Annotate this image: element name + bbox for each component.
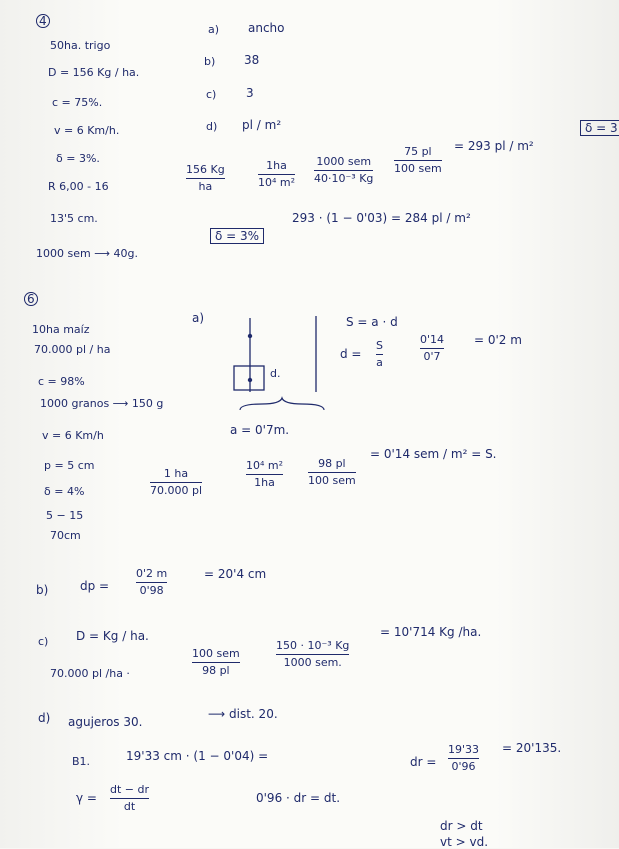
p6-d-result: = 0'2 m <box>474 333 522 347</box>
p4-frac-2: 1ha 10⁴ m² <box>258 159 296 190</box>
p6-d-gamma-frac: dt − dr dt <box>110 783 150 814</box>
p4-correction: 293 · (1 − 0'03) = 284 pl / m² <box>292 211 471 225</box>
p6-c-lhs: 70.000 pl /ha · <box>50 667 130 680</box>
p4-answer-c-letter: c) <box>206 88 217 101</box>
p4-data-6: 13'5 cm. <box>50 212 98 225</box>
p6-s-frac-1: 1 ha 70.000 pl <box>150 467 203 498</box>
p4-answer-d-letter: d) <box>206 120 218 133</box>
p6-s-result: = 0'14 sem / m² = S. <box>370 447 497 461</box>
p6-b-lhs: dp = <box>80 579 110 593</box>
p6-d-ineq2: vt > vd. <box>440 835 489 849</box>
p6-d-lhs: d = <box>340 347 362 361</box>
problem-4-number: 4 <box>36 14 50 28</box>
p6-c-frac-2: 150 · 10⁻³ Kg 1000 sem. <box>276 639 350 670</box>
p6-b-label: b) <box>36 583 49 597</box>
p6-d-gamma-lhs: γ = <box>76 791 97 805</box>
p4-answer-b-letter: b) <box>204 55 216 68</box>
p6-data-1: 70.000 pl / ha <box>34 343 111 356</box>
problem-6-number: 6 <box>24 292 38 306</box>
p6-data-5: p = 5 cm <box>44 459 95 472</box>
p6-d-arrow: ⟶ dist. 20. <box>208 707 278 721</box>
p6-data-4: v = 6 Km/h <box>42 429 104 442</box>
p6-s-frac-2: 10⁴ m² 1ha <box>246 459 284 490</box>
p6-d-holes: agujeros 30. <box>68 715 143 729</box>
p6-s-formula: S = a · d <box>346 315 398 329</box>
p4-frac-1: 156 Kg ha <box>186 163 225 194</box>
p6-data-2: c = 98% <box>38 375 85 388</box>
p6-d-frac-2: 0'14 0'7 <box>420 333 445 364</box>
p6-d-frac-1: S a <box>376 339 383 370</box>
p4-answer-c: 3 <box>246 86 254 100</box>
p6-data-8: 70cm <box>50 529 81 542</box>
p4-answer-b: 38 <box>244 53 260 67</box>
p6-b-frac: 0'2 m 0'98 <box>136 567 168 598</box>
p6-d-eq2: 0'96 · dr = dt. <box>256 791 341 805</box>
p6-c-result: = 10'714 Kg /ha. <box>380 625 482 639</box>
p4-seed-line: 1000 sem ⟶ 40g. <box>36 247 138 260</box>
p6-d-label: d) <box>38 711 51 725</box>
p4-data-2: c = 75%. <box>52 96 103 109</box>
p6-d-b1: B1. <box>72 755 91 768</box>
p6-d-ineq1: dr > dt <box>440 819 483 833</box>
p6-d-dr-lhs: dr = <box>410 755 437 769</box>
p6-data-0: 10ha maíz <box>32 323 90 336</box>
p6-data-6: δ = 4% <box>44 485 85 498</box>
p6-s-frac-3: 98 pl 100 sem <box>308 457 356 488</box>
diagram-d-label: d. <box>270 367 281 380</box>
p6-data-7: 5 − 15 <box>46 509 84 522</box>
p6-data-3: 1000 granos ⟶ 150 g <box>40 397 164 410</box>
p6-b-result: = 20'4 cm <box>204 567 267 581</box>
p6-d-dr-frac: 19'33 0'96 <box>448 743 480 774</box>
p6-c-label: c) <box>38 635 49 648</box>
p4-delta-box: δ = 3% <box>210 228 264 244</box>
p4-data-4: δ = 3%. <box>56 152 100 165</box>
p6-c-line1: D = Kg / ha. <box>76 629 149 643</box>
p4-data-3: v = 6 Km/h. <box>54 124 120 137</box>
diagram-a-value: a = 0'7m. <box>230 423 290 437</box>
p4-calc-result: = 293 pl / m² <box>454 139 534 153</box>
p6-c-frac-1: 100 sem 98 pl <box>192 647 240 678</box>
p4-frac-3: 1000 sem 40·10⁻³ Kg <box>314 155 374 186</box>
p4-frac-4: 75 pl 100 sem <box>394 145 442 176</box>
p4-answer-a-letter: a) <box>208 23 220 36</box>
p4-data-1: D = 156 Kg / ha. <box>48 66 140 79</box>
p6-d-b1-calc: 19'33 cm · (1 − 0'04) = <box>126 749 269 763</box>
p4-boxed-tail: δ = 3 <box>580 120 619 136</box>
p4-answer-d: pl / m² <box>242 118 282 132</box>
p4-data-0: 50ha. trigo <box>50 39 111 52</box>
p4-data-5: R 6,00 - 16 <box>48 180 109 193</box>
p4-answer-a: ancho <box>248 21 285 35</box>
p6-d-dr-result: = 20'135. <box>502 741 562 755</box>
p6-a-label: a) <box>192 311 205 325</box>
